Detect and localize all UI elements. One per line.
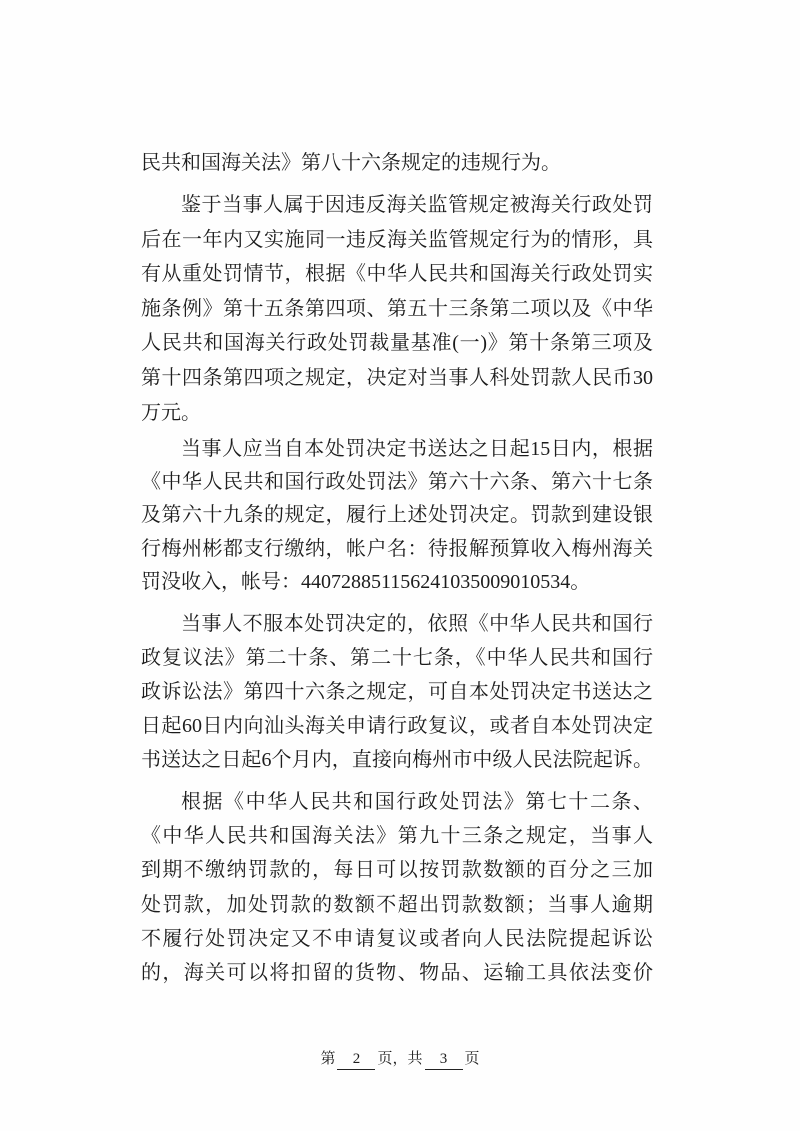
text-line: 万元。 — [141, 401, 201, 424]
paragraph — [141, 785, 653, 990]
paragraph — [141, 146, 653, 180]
text-line: 民共和国海关法》第八十六条规定的违规行为。 — [141, 152, 561, 174]
text-line: 鉴于当事人属于因违反海关监管规定被海关行政处罚 — [181, 194, 653, 216]
text-line: 当事人不服本处罚决定的，依照《中华人民共和国行 — [181, 613, 653, 635]
text-line: 政复议法》第二十条、第二十七条，《中华人民共和国行 — [141, 647, 653, 669]
text-line: 到期不缴纳罚款的，每日可以按罚款数额的百分之三加 — [141, 859, 653, 882]
text-line: 日起60日内向汕头海关申请行政复议，或者自本处罚决定 — [141, 715, 653, 737]
paragraph — [141, 433, 653, 599]
footer-prefix: 第 — [320, 1051, 336, 1067]
text-line: 处罚款，加处罚款的数额不超出罚款数额；当事人逾期 — [141, 893, 653, 916]
text-line: 的，海关可以将扣留的货物、物品、运输工具依法变价 — [141, 961, 653, 984]
text-line: 当事人应当自本处罚决定书送达之日起15日内，根据 — [181, 438, 653, 460]
text-line: 不履行处罚决定又不申请复议或者向人民法院提起诉讼 — [141, 927, 653, 950]
text-line: 后在一年内又实施同一违反海关监管规定行为的情形，具 — [141, 228, 653, 251]
page-number-footer — [0, 1047, 800, 1071]
text-line: 行梅州彬都支行缴纳，帐户名：待报解预算收入梅州海关 — [141, 537, 653, 560]
text-line: 有从重处罚情节，根据《中华人民共和国海关行政处罚实 — [141, 263, 653, 286]
text-line: 罚没收入，帐号：440728851156241035009010534。 — [141, 570, 591, 593]
text-line: 书送达之日起6个月内，直接向梅州市中级人民法院起诉。 — [141, 749, 653, 771]
total-pages-number: 3 — [425, 1049, 463, 1070]
text-line: 根据《中华人民共和国行政处罚法》第七十二条、 — [181, 791, 653, 813]
text-line: 政诉讼法》第四十六条之规定，可自本处罚决定书送达之 — [141, 681, 653, 703]
footer-suffix: 页 — [464, 1051, 480, 1067]
text-line: 《中华人民共和国海关法》第九十三条之规定，当事人 — [141, 825, 653, 848]
text-line: 施条例》第十五条第四项、第五十三条第二项以及《中华 — [141, 297, 653, 320]
text-line: 《中华人民共和国行政处罚法》第六十六条、第六十七条 — [141, 471, 653, 494]
footer-middle: 页，共 — [377, 1051, 423, 1067]
paragraph — [141, 607, 653, 777]
text-line: 及第六十九条的规定，履行上述处罚决定。罚款到建设银 — [141, 504, 653, 527]
text-line: 人民共和国海关行政处罚裁量基准(一)》第十条第三项及 — [141, 332, 653, 355]
text-line: 第十四条第四项之规定，决定对当事人科处罚款人民币30 — [141, 366, 653, 389]
paragraph — [141, 188, 653, 430]
current-page-number: 2 — [337, 1049, 375, 1070]
